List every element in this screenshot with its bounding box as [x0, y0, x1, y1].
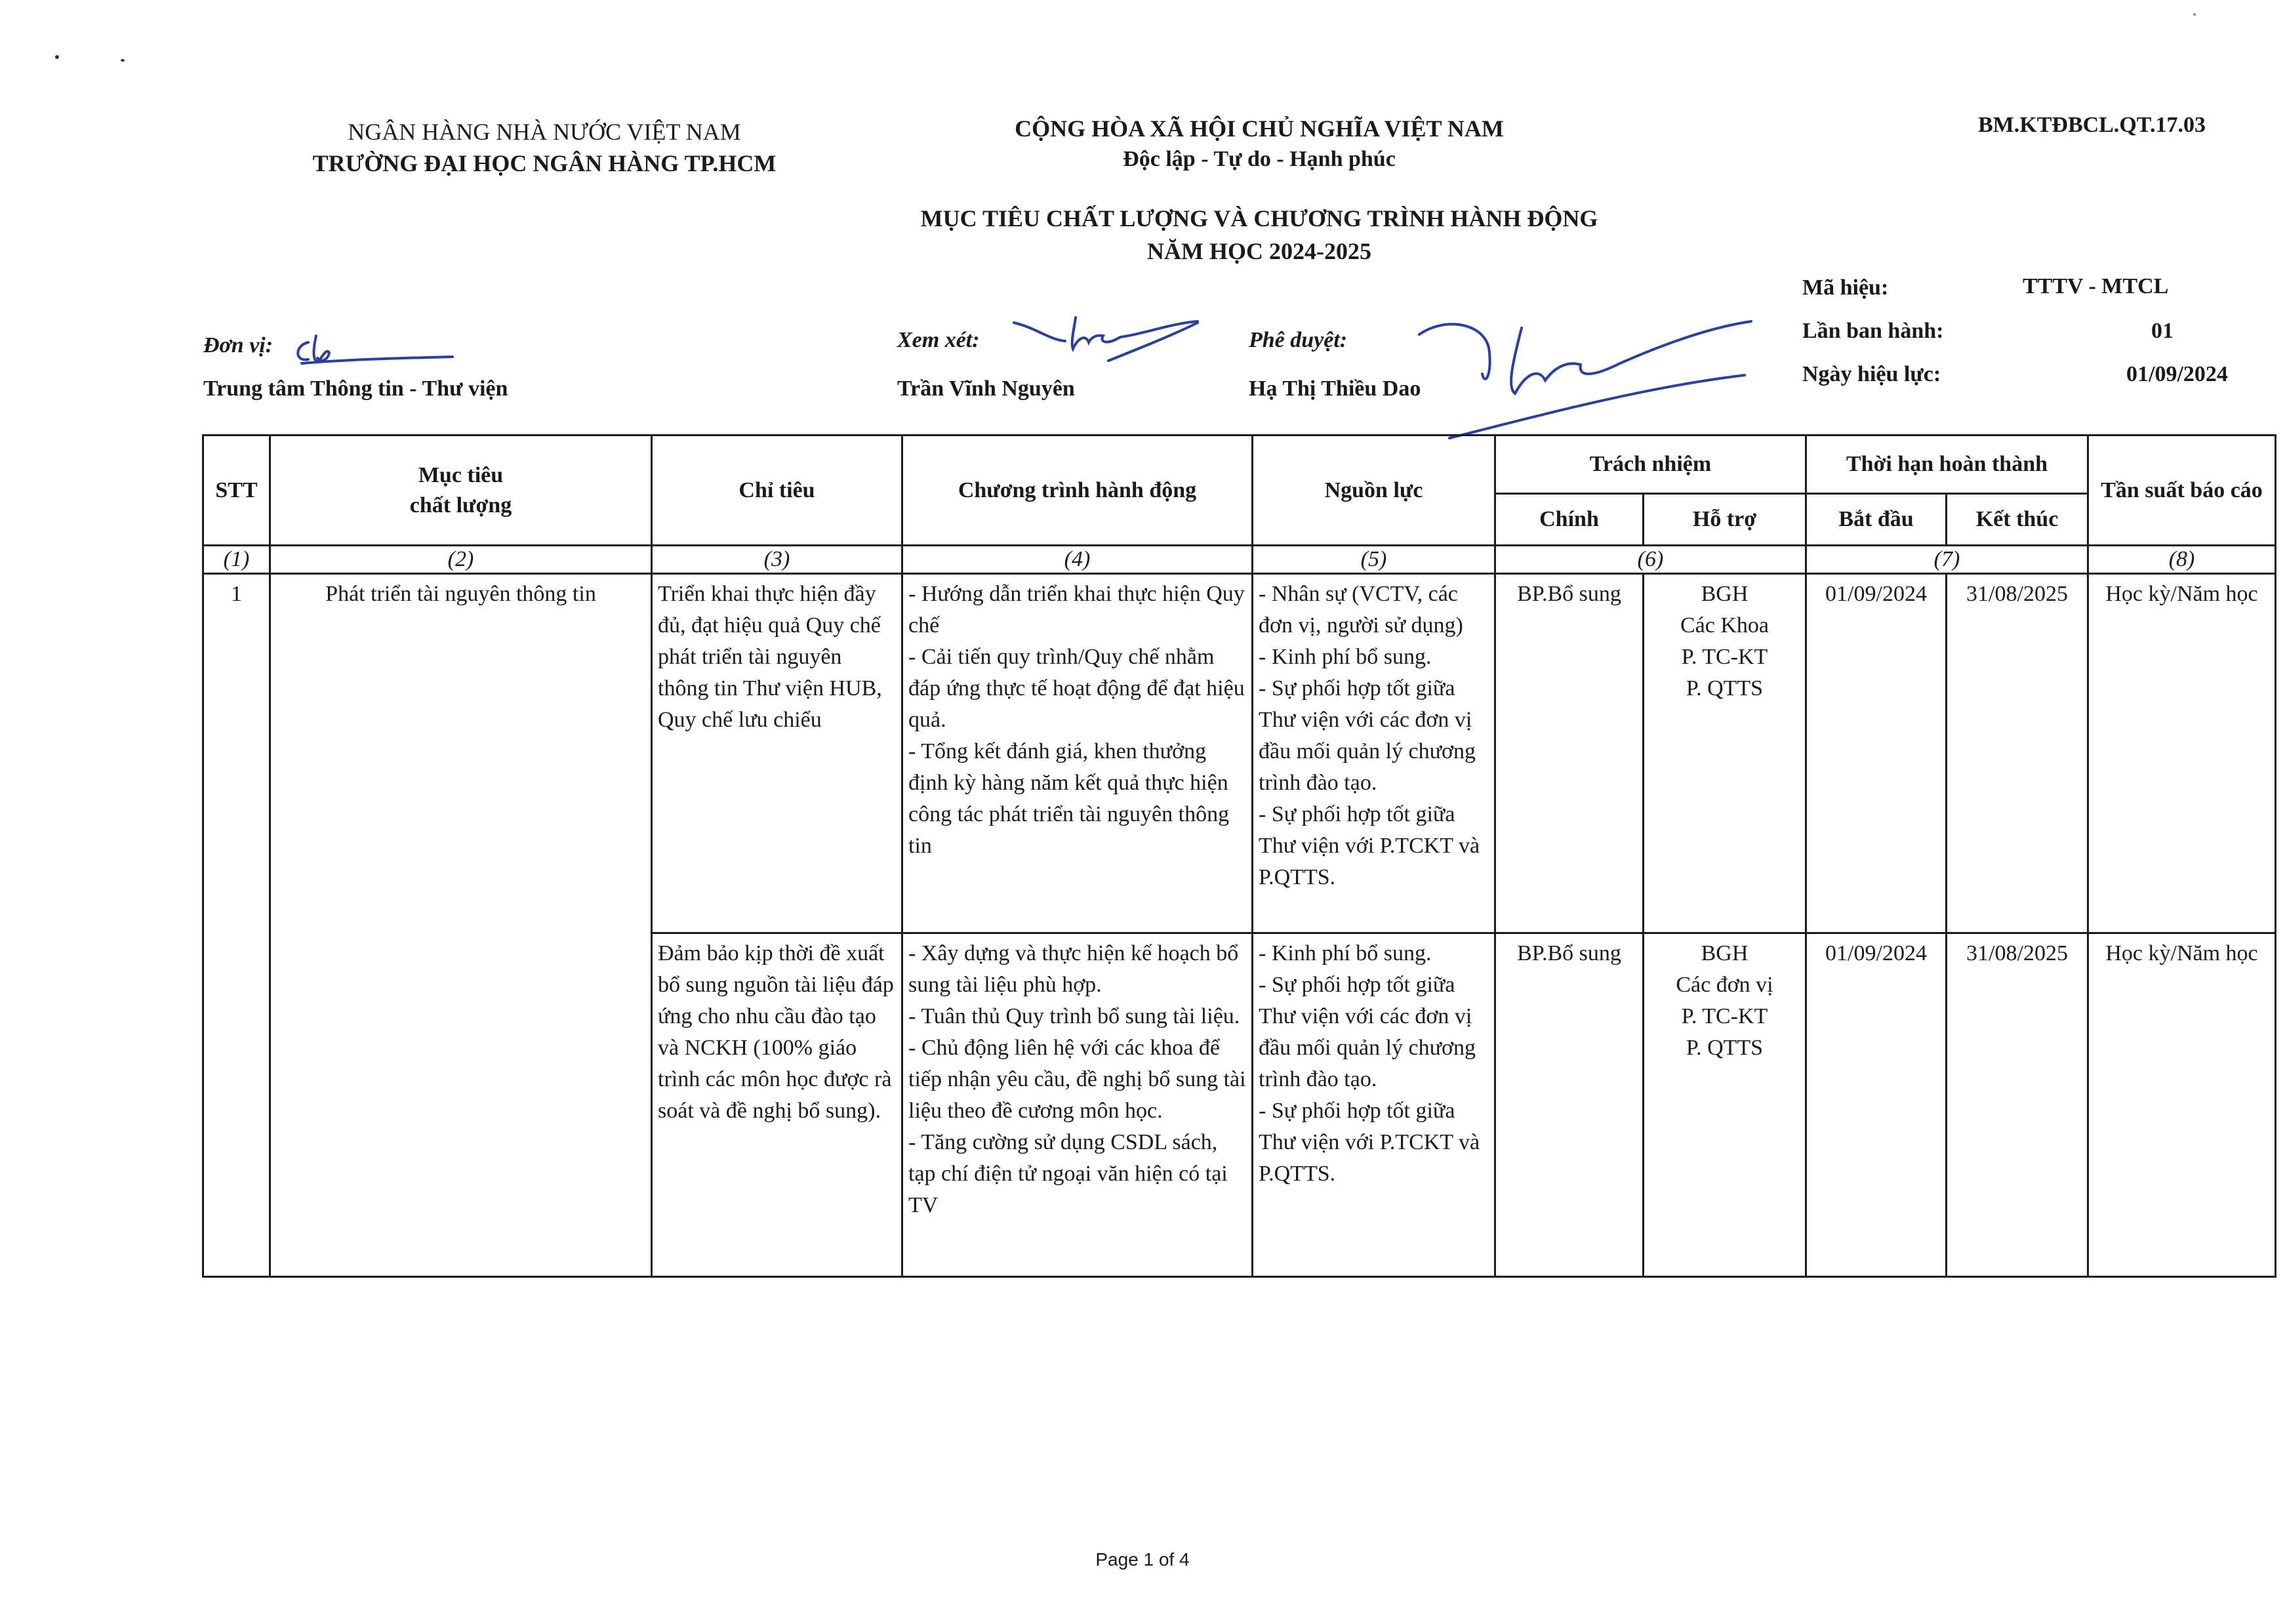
row-program: - Hướng dẫn triển khai thực hiện Quy chế - Cải tiến quy trình/Quy chế nhằm đáp ứng thực tế hoạt động để đạt hiệu quả. - Tổng kết đánh giá, khen thưởng định kỳ hàng năm kết quả thực hiện công tác phát triển tài nguyên thông tin: [902, 574, 1253, 933]
column-number: (2): [270, 546, 652, 574]
document-title: MỤC TIÊU CHẤT LƯỢNG VÀ CHƯƠNG TRÌNH HÀNH ĐỘNG: [920, 205, 1598, 232]
row-main: BP.Bổ sung: [1495, 574, 1644, 933]
document-subtitle: NĂM HỌC 2024-2025: [1147, 238, 1371, 264]
unit-signature: [289, 321, 459, 374]
header-main: Chính: [1495, 494, 1644, 546]
issue-label: Lần ban hành:: [1802, 319, 1944, 343]
header-goal: Mục tiêu chất lượng: [270, 436, 652, 546]
nation-line2: Độc lập - Tự do - Hạnh phúc: [1123, 147, 1396, 171]
column-number: (5): [1253, 546, 1495, 574]
review-name: Trần Vĩnh Nguyên: [897, 376, 1075, 401]
org-line2: TRƯỜNG ĐẠI HỌC NGÂN HÀNG TP.HCM: [312, 150, 777, 176]
header-resource: Nguồn lực: [1253, 436, 1495, 546]
code-value: TTTV - MTCL: [2023, 274, 2169, 298]
scan-speck: [55, 55, 59, 59]
table-row: [203, 574, 2276, 933]
row-target: Đảm bảo kịp thời đề xuất bổ sung nguồn tài liệu đáp ứng cho nhu cầu đào tạo và NCKH (100% giáo trình các môn học được rà soát và đề nghị bổ sung).: [652, 933, 902, 1277]
header-deadline: Thời hạn hoàn thành: [1806, 436, 2088, 494]
code-label: Mã hiệu:: [1802, 275, 1889, 300]
header-support: Hỗ trợ: [1644, 494, 1806, 546]
review-label: Xem xét:: [897, 328, 980, 352]
row-support: BGH Các đơn vị P. TC-KT P. QTTS: [1644, 933, 1806, 1277]
row-frequency: Học kỳ/Năm học: [2088, 574, 2276, 933]
column-number-row: [203, 546, 2276, 574]
column-number: (8): [2088, 546, 2276, 574]
effective-value: 01/09/2024: [2126, 362, 2228, 386]
row-stt: 1: [203, 574, 270, 1277]
header-program: Chương trình hành động: [902, 436, 1253, 546]
approve-label: Phê duyệt:: [1249, 328, 1348, 352]
row-resource: - Nhân sự (VCTV, các đơn vị, người sử dụng) - Kinh phí bổ sung. - Sự phối hợp tốt giữa Thư viện với các đơn vị đầu mối quản lý chương trình đào tạo. - Sự phối hợp tốt giữa Thư viện với P.TCKT và P.QTTS.: [1253, 574, 1495, 933]
column-number: (4): [902, 546, 1253, 574]
column-number: (7): [1806, 546, 2088, 574]
row-goal: Phát triển tài nguyên thông tin: [270, 574, 652, 1277]
approve-name: Hạ Thị Thiều Dao: [1249, 376, 1421, 401]
header-responsibility: Trách nhiệm: [1495, 436, 1806, 494]
scan-speck: [2193, 13, 2196, 16]
row-start: 01/09/2024: [1806, 933, 1947, 1277]
approve-signature: [1417, 315, 1758, 446]
header-end: Kết thúc: [1947, 494, 2088, 546]
row-program: - Xây dựng và thực hiện kế hoạch bổ sung tài liệu phù hợp. - Tuân thủ Quy trình bổ sung tài liệu. - Chủ động liên hệ với các khoa để tiếp nhận yêu cầu, đề nghị bổ sung tài liệu theo đề cương môn học. - Tăng cường sử dụng CSDL sách, tạp chí điện tử ngoại văn hiện có tại TV: [902, 933, 1253, 1277]
page-number: Page 1 of 4: [1095, 1549, 1190, 1570]
effective-label: Ngày hiệu lực:: [1802, 362, 1941, 386]
column-number: (6): [1495, 546, 1806, 574]
header-stt: STT: [203, 436, 270, 546]
row-main: BP.Bổ sung: [1495, 933, 1644, 1277]
issue-value: 01: [2151, 319, 2174, 343]
unit-label: Đơn vị:: [203, 333, 273, 357]
review-signature: [1010, 308, 1200, 380]
org-line1: NGÂN HÀNG NHÀ NƯỚC VIỆT NAM: [348, 119, 741, 145]
row-frequency: Học kỳ/Năm học: [2088, 933, 2276, 1277]
nation-line1: CỘNG HÒA XÃ HỘI CHỦ NGHĨA VIỆT NAM: [1015, 115, 1504, 142]
row-support: BGH Các Khoa P. TC-KT P. QTTS: [1644, 574, 1806, 933]
column-number: (1): [203, 546, 270, 574]
header-frequency: Tần suất báo cáo: [2088, 436, 2276, 546]
row-end: 31/08/2025: [1947, 574, 2088, 933]
quality-goals-table: [202, 434, 2276, 1278]
row-resource: - Kinh phí bổ sung. - Sự phối hợp tốt giữa Thư viện với các đơn vị đầu mối quản lý chương trình đào tạo. - Sự phối hợp tốt giữa Thư viện với P.TCKT và P.QTTS.: [1253, 933, 1495, 1277]
scan-speck: [121, 59, 125, 62]
row-start: 01/09/2024: [1806, 574, 1947, 933]
column-number: (3): [652, 546, 902, 574]
table-header-row: [203, 436, 2276, 494]
row-target: Triển khai thực hiện đầy đủ, đạt hiệu quả Quy chế phát triển tài nguyên thông tin Thư viện HUB, Quy chế lưu chiểu: [652, 574, 902, 933]
form-code: BM.KTĐBCL.QT.17.03: [1978, 113, 2206, 137]
header-start: Bắt đầu: [1806, 494, 1947, 546]
header-target: Chỉ tiêu: [652, 436, 902, 546]
unit-name: Trung tâm Thông tin - Thư viện: [203, 376, 508, 401]
row-end: 31/08/2025: [1947, 933, 2088, 1277]
